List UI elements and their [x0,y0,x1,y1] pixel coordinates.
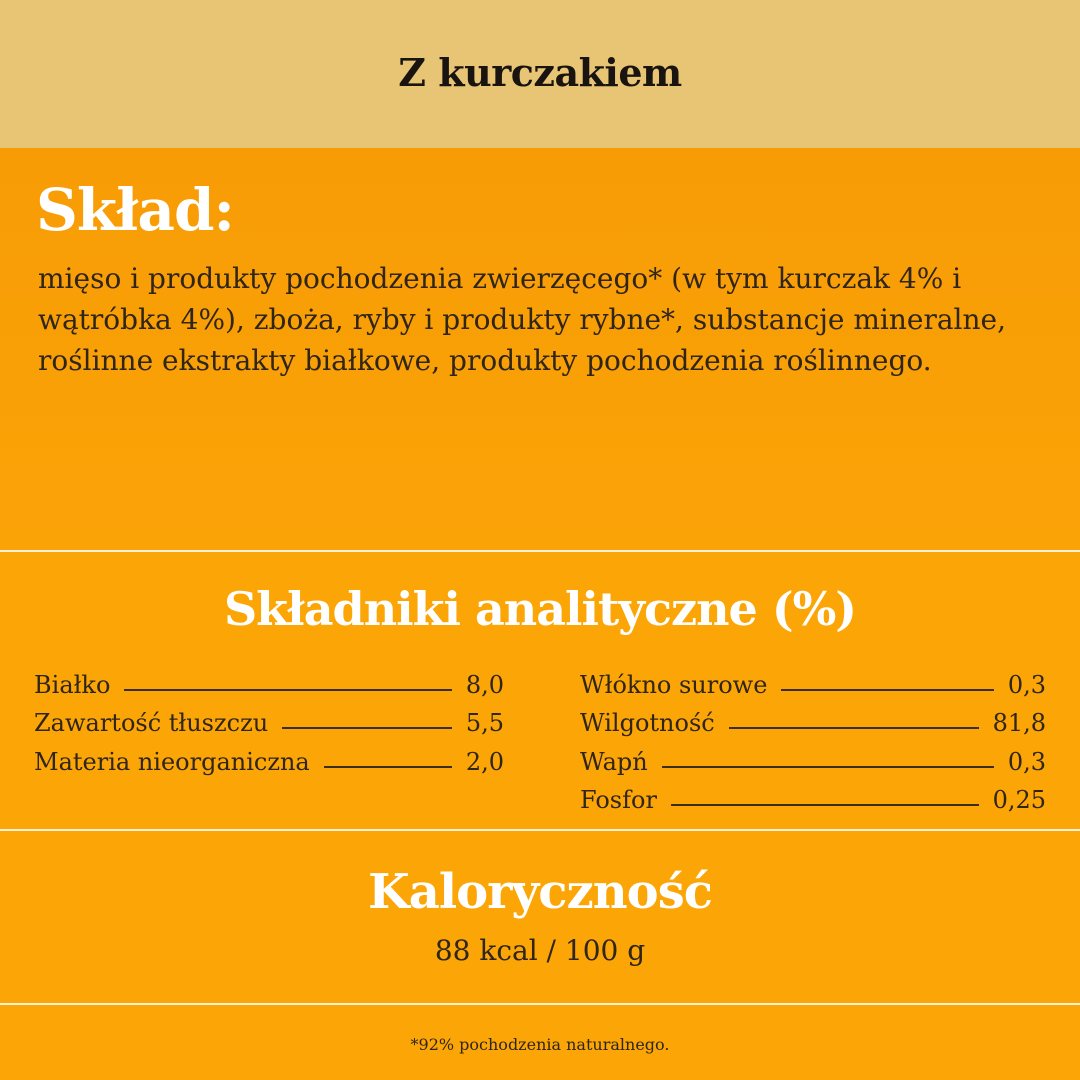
composition-section [0,148,1080,550]
analytic-row [580,660,1046,699]
analytic-label: Wapń [580,747,648,776]
divider [0,550,1080,552]
leader-line [781,689,993,691]
analytic-value: 0,25 [992,786,1046,814]
analytic-row [580,737,1046,776]
analytic-label: Białko [34,670,111,699]
divider [0,829,1080,831]
leader-line [124,689,451,691]
variant-banner [0,0,1080,148]
composition-text: mięso i produkty pochodzenia zwierzęcego* (w tym kurczak 4% i wątróbka 4%), zboża, ryby i produkty rybne*, substancje mineralne, roślinne ekstrakty białkowe, produkty pochodzenia roślinnego. [38,262,1007,377]
leader-line [729,727,979,729]
analytic-right-column [580,660,1046,814]
analytic-value: 2,0 [465,747,504,776]
calories-value: 88 kcal / 100 g [434,934,646,967]
analytic-row [34,699,504,738]
analytic-value: 0,3 [1007,670,1046,699]
variant-title: Z kurczakiem [398,49,682,95]
analytic-value: 5,5 [465,709,504,737]
leader-line [662,766,994,768]
analytic-row [580,699,1046,738]
composition-heading: Skład: [36,176,234,244]
divider [0,1003,1080,1005]
analytic-row [34,737,504,776]
leader-line [282,727,452,729]
analytic-left-column [34,660,504,776]
analytic-label: Zawartość tłuszczu [34,709,269,737]
calories-heading: Kaloryczność [368,864,712,920]
analytic-value: 0,3 [1007,747,1046,776]
leader-line [671,804,979,806]
analytic-value: 81,8 [992,709,1046,737]
analytic-heading: Składniki analityczne (%) [223,582,857,636]
analytic-value: 8,0 [465,670,504,699]
analytic-row [580,776,1046,815]
leader-line [324,766,452,768]
footnote: *92% pochodzenia naturalnego. [410,1035,670,1054]
analytic-label: Włókno surowe [580,670,768,699]
analytic-label: Materia nieorganiczna [34,747,310,776]
analytic-label: Wilgotność [580,709,715,737]
analytic-row [34,660,504,699]
analytic-label: Fosfor [580,786,657,814]
